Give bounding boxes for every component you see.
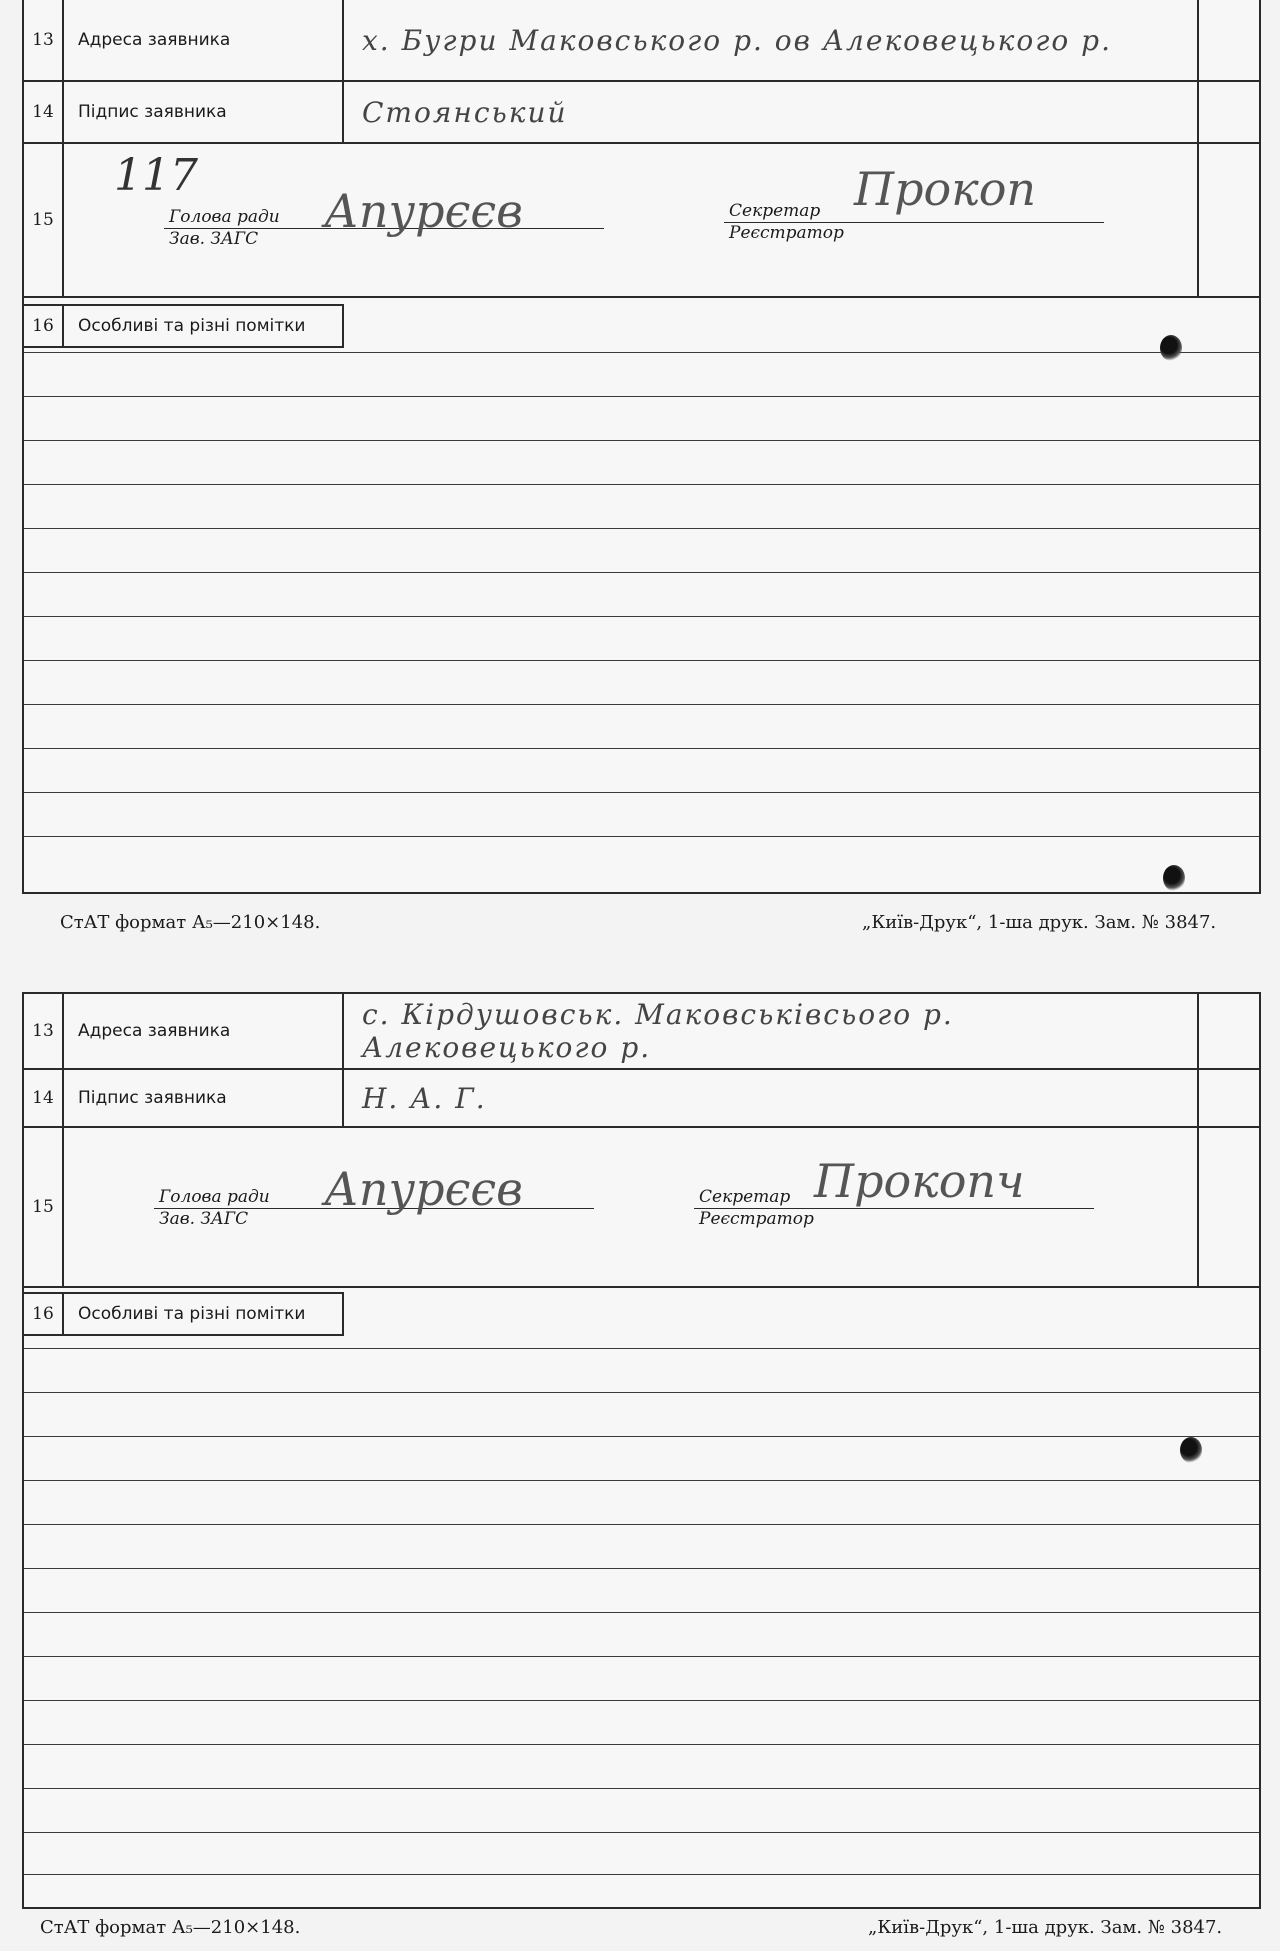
- secretary-label-2: Реєстратор: [699, 1209, 814, 1229]
- address-label: Адреса заявника: [64, 0, 344, 80]
- row-number: 13: [24, 0, 64, 80]
- address-row: [24, 0, 1259, 82]
- notes-header: [24, 1292, 344, 1336]
- row-number: 16: [24, 1294, 64, 1334]
- applicant-signature-row: [24, 1070, 1259, 1128]
- notes-label: Особливі та різні помітки: [78, 1304, 306, 1324]
- address-label: Адреса заявника: [64, 994, 344, 1068]
- address-value: с. Кірдушовськ. Маковськівсього р. Алековецького р.: [346, 994, 1199, 1068]
- footer-printer: „Київ-Друк“, 1-ша друк. Зам. № 3847.: [868, 1917, 1223, 1938]
- secretary-signature: Прокоп: [854, 162, 1037, 216]
- head-signature: Апурєєв: [324, 184, 523, 238]
- registration-form-bottom: [22, 992, 1261, 1909]
- registration-form-top: [22, 0, 1261, 894]
- address-value: х. Бугри Маковського р. ов Алековецького р.: [346, 0, 1199, 80]
- row-number: 13: [24, 994, 64, 1068]
- footer-printer: „Київ-Друк“, 1-ша друк. Зам. № 3847.: [862, 912, 1217, 933]
- row-number: 15: [24, 144, 64, 296]
- head-label-2: Зав. ЗАГС: [169, 229, 259, 249]
- row-number: 15: [24, 1128, 64, 1286]
- address-row: [24, 994, 1259, 1070]
- signature-label: Підпис заявника: [64, 1070, 344, 1126]
- notes-header: [24, 304, 344, 348]
- head-label-1: Голова ради: [159, 1187, 270, 1207]
- secretary-label-1: Секретар: [699, 1187, 791, 1207]
- footer-format: СтАТ формат А₅—210×148.: [60, 912, 321, 933]
- applicant-signature: Н. А. Г.: [346, 1070, 1199, 1126]
- footer-format: СтАТ формат А₅—210×148.: [40, 1917, 301, 1938]
- head-label-2: Зав. ЗАГС: [159, 1209, 249, 1229]
- officials-row: [24, 1128, 1259, 1288]
- head-label-1: Голова ради: [169, 207, 280, 227]
- applicant-signature: Стоянський: [346, 82, 1199, 142]
- officials-row: [24, 144, 1259, 298]
- notes-label: Особливі та різні помітки: [78, 316, 306, 336]
- applicant-signature-row: [24, 82, 1259, 144]
- row-number: 14: [24, 1070, 64, 1126]
- row-number: 16: [24, 306, 64, 346]
- secretary-label-2: Реєстратор: [729, 223, 844, 243]
- signature-label: Підпис заявника: [64, 82, 344, 142]
- stamp-mark: 117: [114, 150, 198, 201]
- head-signature: Апурєєв: [324, 1162, 523, 1216]
- row-number: 14: [24, 82, 64, 142]
- secretary-label-1: Секретар: [729, 201, 821, 221]
- secretary-signature: Прокопч: [814, 1154, 1025, 1208]
